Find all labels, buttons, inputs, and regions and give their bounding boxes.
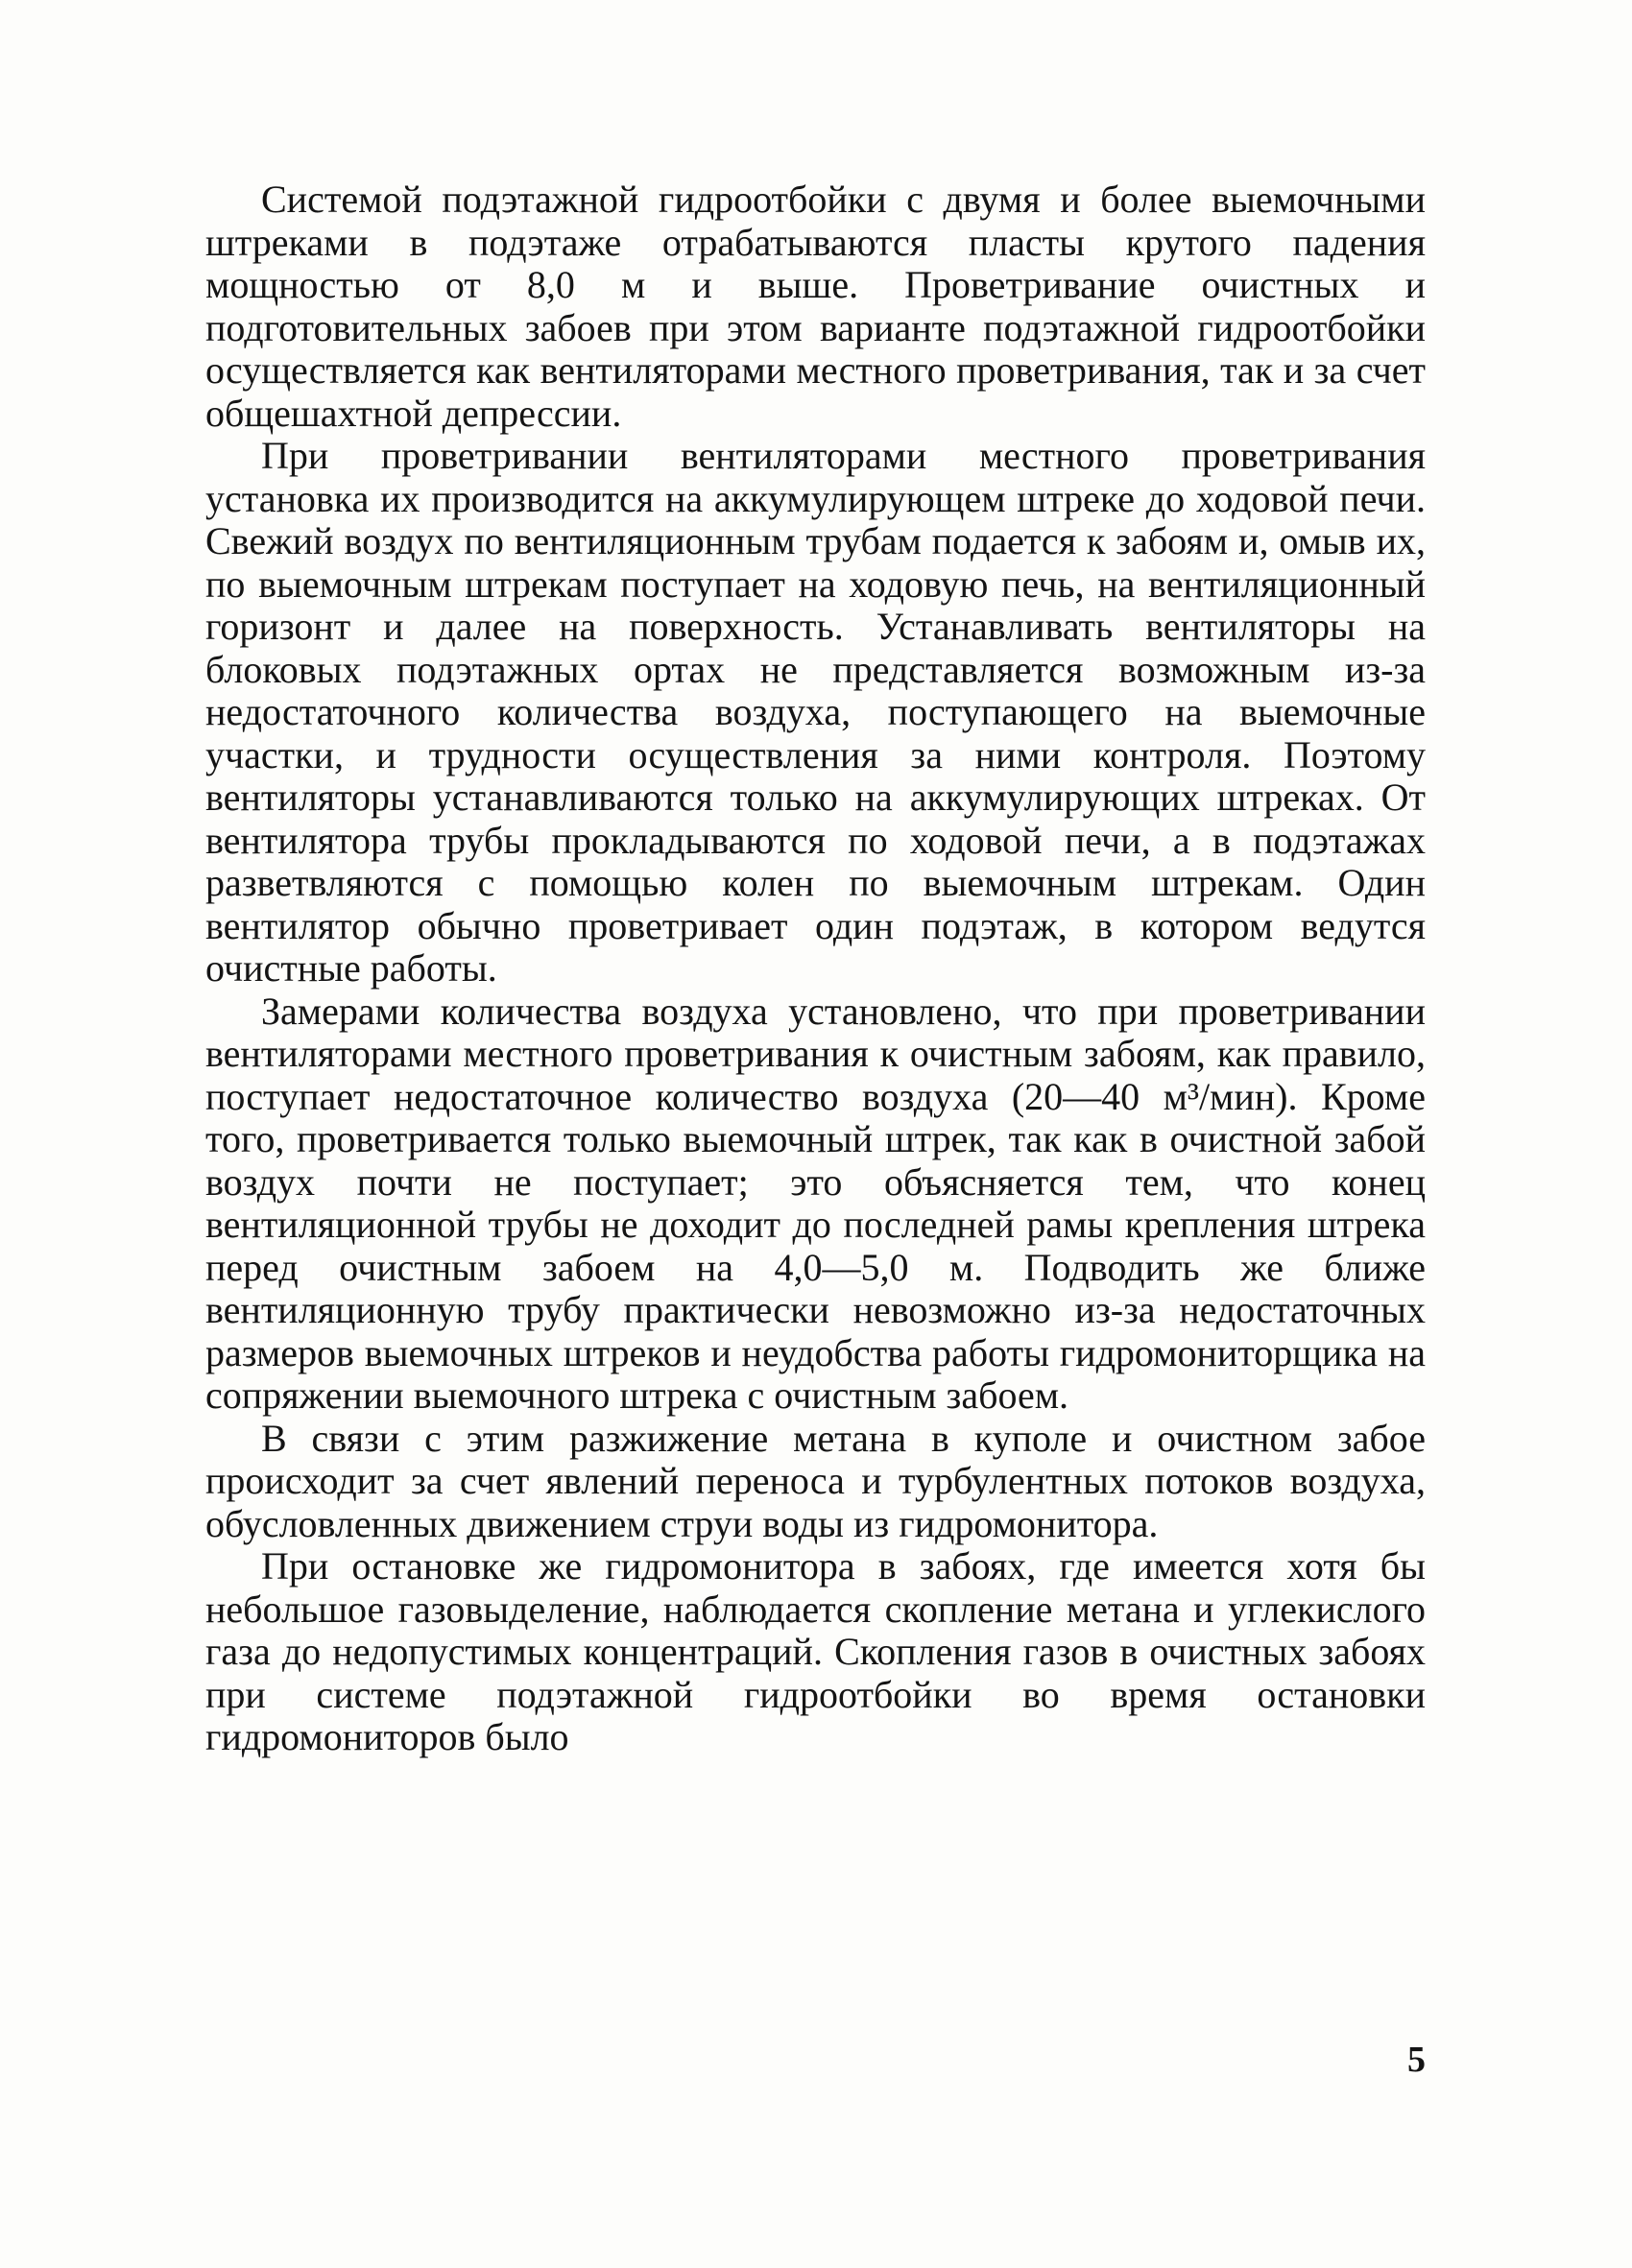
paragraph-5: При остановке же гидромонитора в забоях, где имеется хотя бы небольшое газовыделение, наблюдается скопление метана и углекислого газа до недопустимых концентраций. Скопления газов в очистных забоях при системе подэтажной гидроотбойки во время остановки гидромониторов было (205, 1544, 1426, 1758)
paragraph-1: Системой подэтажной гидроотбойки с двумя и более выемочными штреками в подэтаже отрабатываются пласты крутого падения мощностью от 8,0 м и выше. Проветривание очистных и подготовительных забоев при этом варианте подэтажной гидроотбойки осуществляется как вентиляторами местного проветривания, так и за счет общешахтной депрессии. (205, 178, 1426, 435)
paragraph-2: При проветривании вентиляторами местного проветривания установка их производится на аккумулирующем штреке до ходовой печи. Свежий воздух по вентиляционным трубам подается к забоям и, омыв их, по выемочным штрекам поступает на ходовую печь, на вентиляционный горизонт и далее на поверхность. Устанавливать вентиляторы на блоковых подэтажных ортах не представляется возможным из-за недостаточного количества воздуха, поступающего на выемочные участки, и трудности осуществления за ними контроля. Поэтому вентиляторы устанавливаются только на аккумулирующих штреках. От вентилятора трубы прокладываются по ходовой печи, а в подэтажах разветвляются с помощью колен по выемочным штрекам. Один вентилятор обычно проветривает один подэтаж, в котором ведутся очистные работы. (205, 434, 1426, 990)
paragraph-3: Замерами количества воздуха установлено, что при проветривании вентиляторами местного проветривания к очистным забоям, как правило, поступает недостаточное количество воздуха (20—40 м³/мин). Кроме того, проветривается только выемочный штрек, так как в очистной забой воздух почти не поступает; это объясняется тем, что конец вентиляционной трубы не доходит до последней рамы крепления штрека перед очистным забоем на 4,0—5,0 м. Подводить же ближе вентиляционную трубу практически невозможно из-за недостаточных размеров выемочных штреков и неудобства работы гидромониторщика на сопряжении выемочного штрека с очистным забоем. (205, 989, 1426, 1417)
body-text (205, 179, 1426, 1759)
paragraph-4: В связи с этим разжижение метана в куполе и очистном забое происходит за счет явлений переноса и турбулентных потоков воздуха, обусловленных движением струи воды из гидромонитора. (205, 1416, 1426, 1545)
page-number: 5 (1407, 2040, 1426, 2080)
